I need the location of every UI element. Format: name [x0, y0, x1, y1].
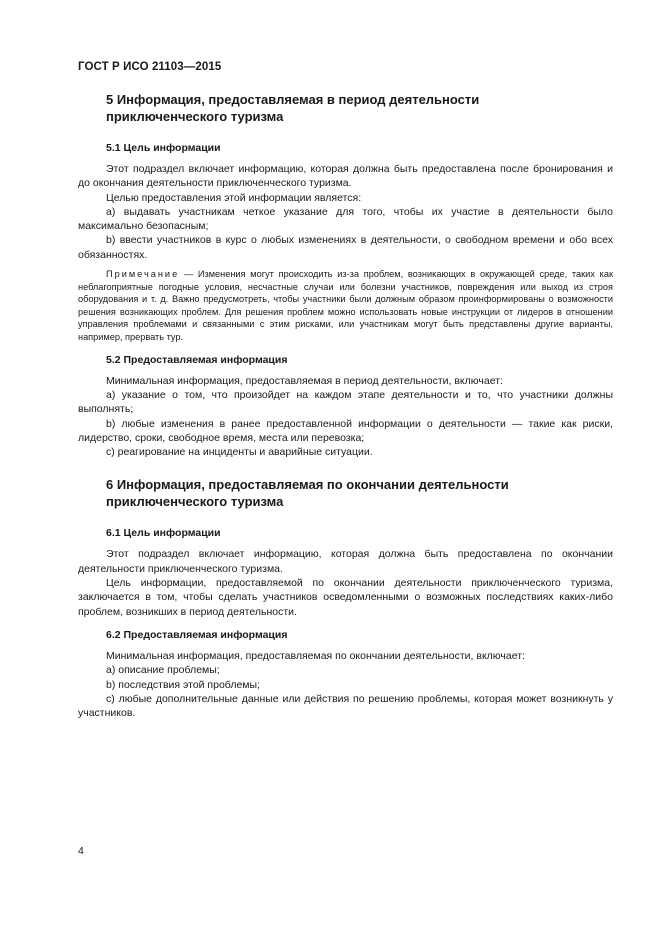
- section-5-2-heading: 5.2 Предоставляемая информация: [106, 353, 288, 366]
- section-6-1-paragraph-2: Цель информации, предоставляемой по окончании деятельности приключенческого туризма, заключается в том, чтобы сделать участников осведомленными о возможных последствиях каких-либо проблем, возникших в период деятельности.: [78, 577, 613, 618]
- section-5-heading-line-1: 5 Информация, предоставляемая в период деятельности: [106, 92, 480, 107]
- section-5-1-item-b: b) ввести участников в курс о любых изменениях в деятельности, о свободном времени и обо всех обязанностях.: [78, 234, 613, 261]
- page-number: 4: [78, 845, 84, 857]
- section-6-2-heading: 6.2 Предоставляемая информация: [106, 628, 288, 641]
- document-header: ГОСТ Р ИСО 21103—2015: [78, 61, 222, 73]
- section-5-2-item-c: c) реагирование на инциденты и аварийные ситуации.: [106, 446, 373, 459]
- section-6-1-heading: 6.1 Цель информации: [106, 527, 221, 540]
- section-5-2-item-a: a) указание о том, что произойдет на каждом этапе деятельности и то, что участники должны выполнять;: [78, 388, 613, 416]
- section-5-1-paragraph-2: Целью предоставления этой информации является:: [106, 191, 362, 204]
- section-6-heading-line-2: приключенческого туризма: [106, 494, 284, 510]
- section-5-1-heading: 5.1 Цель информации: [106, 142, 221, 154]
- section-6-heading-line-1: 6 Информация, предоставляемая по окончании деятельности: [106, 477, 509, 493]
- section-6-2-item-b: b) последствия этой проблемы;: [106, 678, 260, 691]
- section-6-2-item-a: a) описание проблемы;: [106, 664, 220, 677]
- section-5-1-item-a: a) выдавать участникам четкое указание для того, чтобы их участие в деятельности было максимально безопасным;: [78, 205, 613, 233]
- note-label: Примечание: [106, 269, 180, 280]
- section-5-2-paragraph-1: Минимальная информация, предоставляемая в период деятельности, включает:: [106, 374, 503, 387]
- section-6-heading: [78, 476, 613, 510]
- section-6-1-paragraph-1: Этот подраздел включает информацию, которая должна быть предоставлена по окончании деятельности приключенческого туризма.: [78, 548, 613, 575]
- section-5-1-note: [78, 268, 613, 344]
- section-5-heading: [78, 91, 613, 125]
- section-6-2-item-c: c) любые дополнительные данные или действия по решению проблемы, которая может возникнуть у участников.: [78, 692, 613, 720]
- note-text: — Изменения могут происходить из-за проблем, возникающих в окружающей среде, таких как неблагоприятные погодные условия, несчастные случаи или болезни участников, повреждения или выход из строя оборудования и т. д. Важно предусмотреть, чтобы участники были должным образом проинформированы о возможности решения возникающих проблем. Для решения проблем можно использовать новые инструкции от лидеров в отношении управления проблемами и связанными с этим рисками, или участникам могут быть представлены другие варианты, например, прервать тур.: [78, 269, 613, 343]
- section-6-2-paragraph-1: Минимальная информация, предоставляемая по окончании деятельности, включает:: [106, 649, 525, 662]
- section-5-1-paragraph-1: Этот подраздел включает информацию, которая должна быть предоставлена после бронирования и до окончания деятельности приключенческого туризма.: [78, 163, 613, 190]
- section-5-2-item-b: b) любые изменения в ранее предоставленной информации о деятельности — такие как риски, лидерство, сроки, свободное время, места или перевозка;: [78, 417, 613, 444]
- document-body: [78, 91, 613, 720]
- section-5-heading-line-2: приключенческого туризма: [106, 109, 284, 124]
